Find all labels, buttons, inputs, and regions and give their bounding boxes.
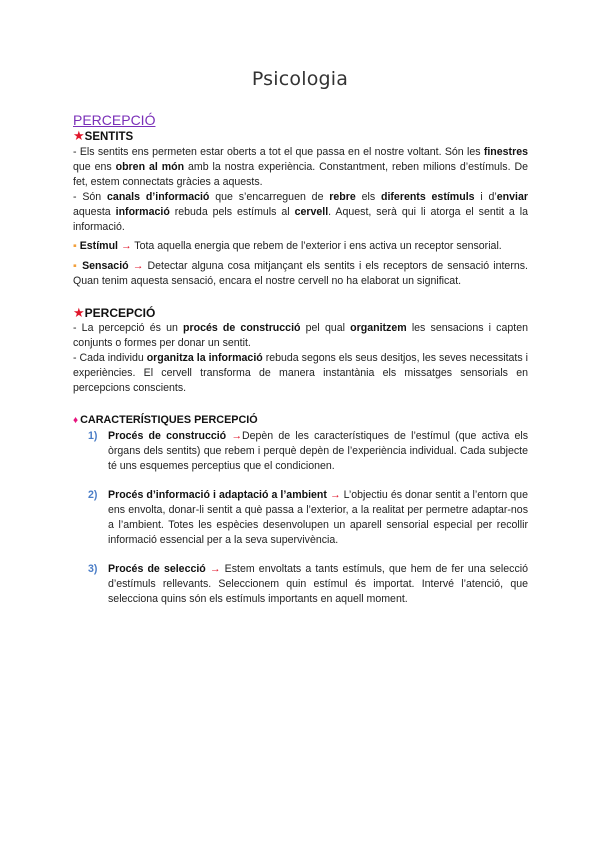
sentits-paragraph-1: - Els sentits ens permeten estar oberts a tot el que passa en el nostre voltant. Són les finestres que ens obren al món amb la nostra experiència. Constantment, reben milions d’estímuls. De fet, estem connectats gràcies a aquests. [73,146,528,188]
bullet-icon: ▪ [73,260,78,272]
percepcio-paragraph-2: - Cada individu organitza la informació rebuda segons els seus desitjos, les seves necessitats i experiències. El cervell transforma de manera instantània els missatges sensorials en percepcions conscients. [73,352,528,394]
star-icon: ★ [73,128,85,143]
list-item: 1) Procés de construcció →Depèn de les característiques de l’estímul (que activa els òrgans dels sentits) que rebem i perquè depèn de l’experiència individual. Cada subjecte té uns esquemes perceptius que el condicionen. [88,430,528,472]
arrow-icon: → [209,563,221,575]
sentits-heading: ★SENTITS [73,128,134,143]
sensacio-definition: ▪ Sensació → Detectar alguna cosa mitjançant els sentits i els receptors de sensació interns. Quan tenim aquesta sensació, encara el nostre cervell no ha elaborat un significat. [73,260,528,287]
page-title: Psicologia [251,68,349,90]
list-item: 3) Procés de selecció → Estem envoltats a tants estímuls, que hem de fer una selecció d’estímuls rellevants. Seleccionem quin estímul és importat. Intervé l’atenció, que selecciona quins són els estímuls importants en aquell moment. [88,563,528,605]
arrow-icon: → [132,260,144,272]
section-title: PERCEPCIÓ [73,112,156,128]
arrow-icon: → [231,430,242,442]
star-icon: ★ [73,305,85,320]
caracteristiques-block [73,413,528,607]
diamond-icon: ♦ [73,415,79,426]
percepcio-block [73,305,528,396]
sentits-block [73,112,528,289]
percepcio-paragraph-1: - La percepció és un procés de construcció pel qual organitzem les sensacions i capten conjunts o formes per donar un sentit. [73,322,528,349]
list-item: 2) Procés d’informació i adaptació a l’ambient → L’objectiu és donar sentit a l’entorn que ens envolta, donar-li sentit a què passa a l’exterior, a la realitat per permetre adaptar-nos a l’ambient. Totes les espècies desenvolupen un aparell sensorial especial per recollir informació essencial per a la seva supervivència. [88,489,528,546]
percepcio-heading: ★PERCEPCIÓ [73,305,156,320]
bullet-icon: ▪ [73,240,77,252]
sentits-paragraph-2: - Són canals d’informació que s’encarreguen de rebre els diferents estímuls i d’enviar aquesta informació rebuda pels estímuls al cervell. Aquest, serà qui li atorga el sentit a la informació. [73,191,528,233]
arrow-icon: → [329,489,341,501]
caracteristiques-heading: ♦ CARACTERÍSTIQUES PERCEPCIÓ [73,414,258,426]
arrow-icon: → [120,240,132,252]
estimul-definition: ▪ Estímul → Tota aquella energia que rebem de l’exterior i ens activa un receptor sensorial. [73,240,502,252]
